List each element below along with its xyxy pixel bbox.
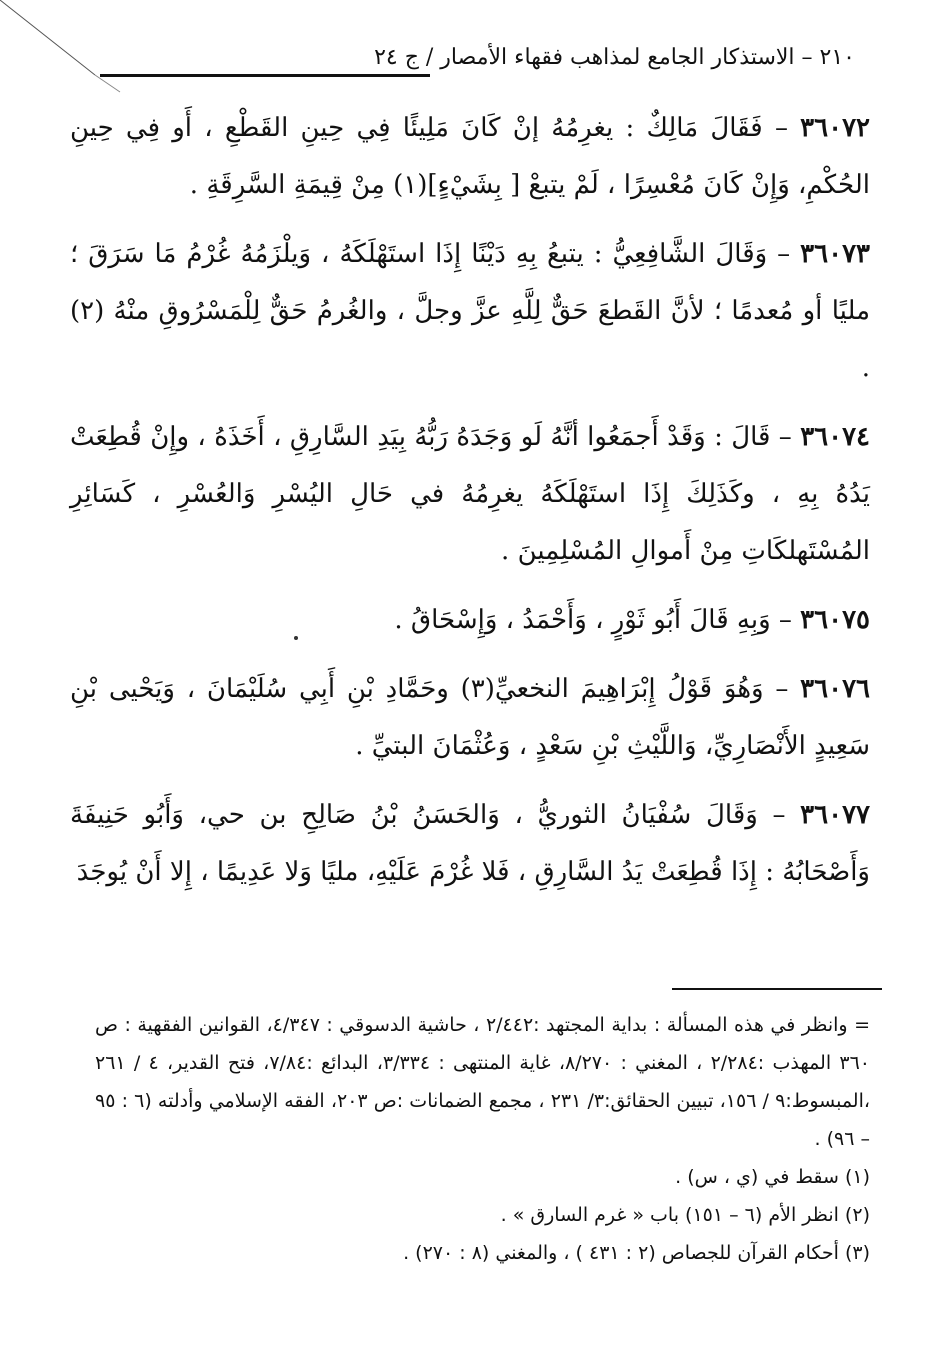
footnotes xyxy=(95,1006,870,1272)
paragraph-text: – وَقَالَ سُفْيَانُ الثوريُّ ، وَالحَسَنُ بْنُ صَالِحِ بن حي، وَأَبُو حَنِيفَةَ وَأَصْحَابُهُ : إِذَا قُطِعَتْ يَدُ السَّارِقِ ، فَلا غُرْمَ عَلَيْهِ، مليًا وَلا عَدِيمًا ، إِلا أَنْ يُوجَدَ xyxy=(70,800,870,887)
paragraph-text: – قَالَ : وَقَدْ أَجمَعُوا أنَّهُ لَو وَجَدَهُ رَبُّهُ بِيَدِ السَّارِقِ ، أَخَذَهُ ، وإِنْ قُطِعَتْ يَدُهُ بِهِ ، وكَذَلِكَ إِذَا استَهْلَكَهُ يغرِمُهُ في حَالِ اليُسْرِ وَالعُسْرِ ، كَسَائِرِ المُسْتَهلكَاتِ مِنْ أَموالِ المُسْلِمِينَ . xyxy=(70,422,870,566)
paragraph-number: ٣٦٠٧٢ xyxy=(800,113,870,143)
footnote-continuation: = وانظر في هذه المسألة : بداية المجتهد :٢/٤٤٢ ، حاشية الدسوقي : ٤/٣٤٧، القوانين الفقهية : ص ٣٦٠ المهذب :٢/٢٨٤ ، المغني : ٨/٢٧٠، غاية المنتهى : ٣/٣٣٤، البدائع :٧/٨٤، فتح القدير، ٤ / ٢٦١ ،المبسوط:٩ / ١٥٦، تبيين الحقائق:٣/ ٢٣١ ، مجمع الضمانات :ص ٢٠٣، الفقه الإسلامي وأدلته (٦ : ٩٥ – ٩٦) . xyxy=(95,1014,871,1150)
scan-speck xyxy=(294,636,298,640)
paragraph xyxy=(70,409,870,580)
header-rule xyxy=(100,74,430,77)
paragraph-number: ٣٦٠٧٤ xyxy=(800,422,871,452)
running-header: ٢١٠ – الاستذكار الجامع لمذاهب فقهاء الأمصار / ج ٢٤ xyxy=(374,45,855,70)
paragraph xyxy=(70,661,870,775)
paragraph xyxy=(70,592,870,649)
paragraph-number: ٣٦٠٧٥ xyxy=(800,605,870,635)
paragraph xyxy=(70,787,870,901)
paragraph-number: ٣٦٠٧٣ xyxy=(800,239,870,269)
paragraph xyxy=(70,226,870,397)
paragraph-number: ٣٦٠٧٧ xyxy=(800,800,870,830)
footnote-rule xyxy=(672,988,882,990)
paragraph-text: – وَقَالَ الشَّافِعِيُّ : يتبعُ بِهِ دَيْنًا إِذَا استَهْلَكَهُ ، وَيلْزَمُهُ غُرْمُ مَا سَرَقَ ؛ مليًا أو مُعدمًا ؛ لأنَّ القَطعَ حَقٌّ لِلَّهِ عزَّ وجلَّ ، والغُرمُ حَقٌّ لِلْمَسْرُوقِ منْهُ (٢) . xyxy=(70,239,870,383)
paragraph-text: – وَهُوَ قَوْلُ إِبْرَاهِيمَ النخعيِّ(٣) وحَمَّادِ بْنِ أَبِي سُلَيْمَانَ ، وَيَحْيى بْنِ سَعِيدٍ الأَنْصَارِيِّ، وَاللَّيْثِ بْنِ سَعْدٍ ، وَعُثْمَانَ البتيِّ . xyxy=(70,674,870,761)
paragraph-number: ٣٦٠٧٦ xyxy=(800,674,870,704)
paragraph-text: – وَبِهِ قَالَ أَبُو ثَوْرٍ ، وَأَحْمَدُ ، وَإِسْحَاقُ . xyxy=(394,605,792,635)
paragraph xyxy=(70,100,870,214)
footnote-2: (٢) انظر الأم (٦ – ١٥١) باب « غرم السارق » . xyxy=(500,1204,870,1226)
paragraph-text: – فَقَالَ مَالِكٌ : يغرِمُهُ إنْ كَانَ مَلِيئًا فِي حِينِ القَطْعِ ، أَو فِي حِينِ الحُكْمِ، وَإِنْ كَانَ مُعْسِرًا ، لَمْ يتبعْ [ بِشَيْءٍ](١) مِنْ قِيمَةِ السَّرِقَةِ . xyxy=(70,113,870,200)
footnote-3: (٣) أحكام القرآن للجصاص (٢ : ٤٣١ ) ، والمغني (٨ : ٢٧٠) . xyxy=(403,1242,870,1264)
main-text xyxy=(70,100,870,913)
footnote-1: (١) سقط في (ي ، س) . xyxy=(675,1166,870,1188)
